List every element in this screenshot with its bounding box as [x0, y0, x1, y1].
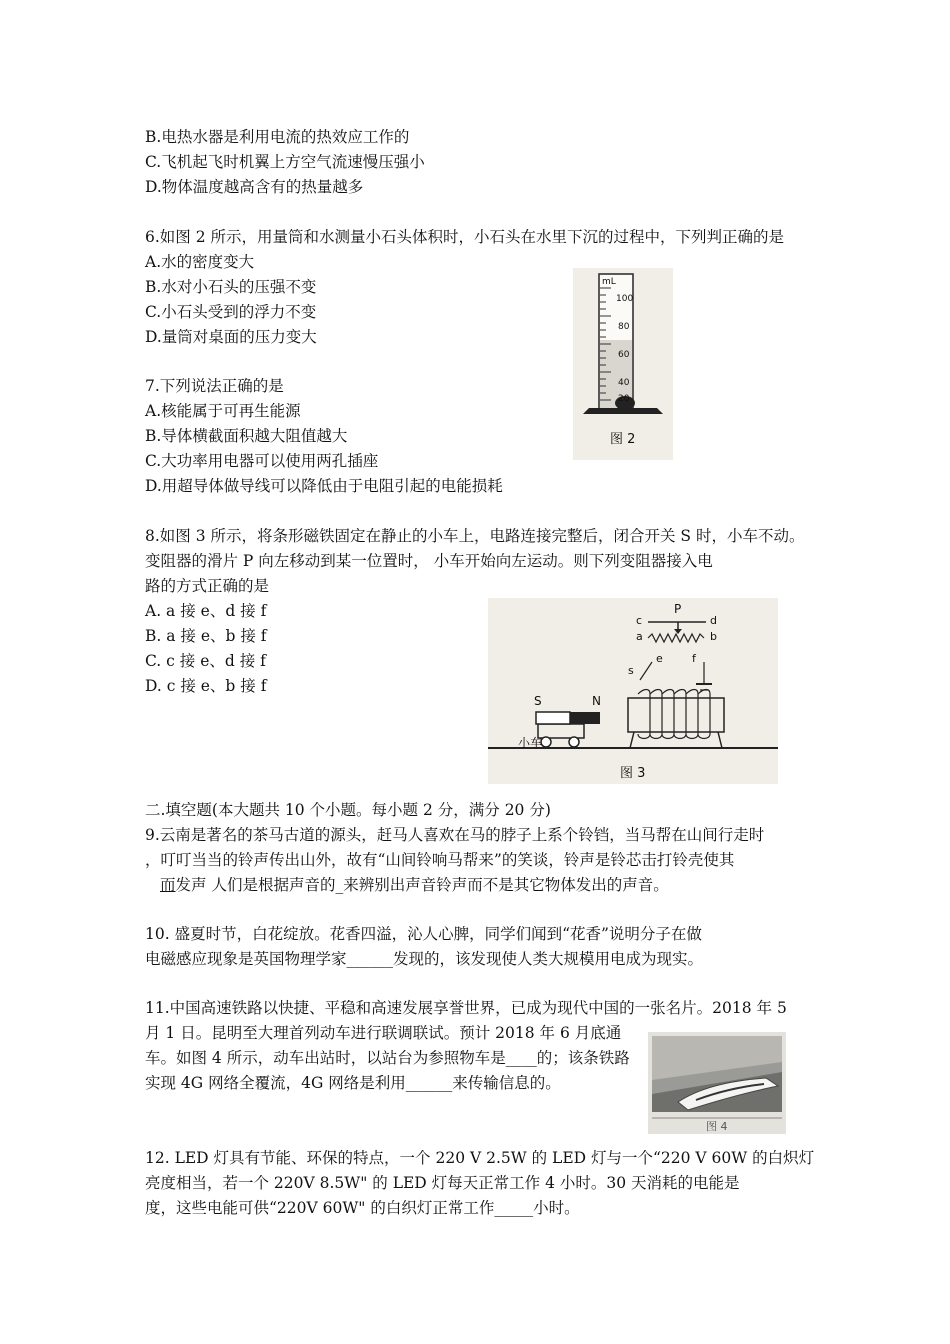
rheostat-slider-p: P: [674, 602, 682, 616]
q6-option-d: D.量筒对桌面的压力变大: [145, 328, 317, 346]
q12-line-3-post: 小时。: [533, 1199, 580, 1217]
section-2-title: 二.填空题(本大题共 10 个小题。每小题 2 分，满分 20 分): [145, 801, 551, 819]
q9-line-2: ，叮叮当当的铃声传出山外，故有“山间铃响马帮来”的笑谈，铃声是铃芯击打铃壳使其: [145, 851, 735, 869]
q7-option-a: A.核能属于可再生能源: [145, 402, 301, 420]
q6-option-a: A.水的密度变大: [145, 253, 255, 271]
q11-line-3: [145, 1048, 630, 1068]
figure-2-tick-60: 60: [618, 350, 630, 360]
q11-line-2: 月 1 日。昆明至大理首列动车进行联调联试。预计 2018 年 6 月底通: [145, 1024, 622, 1042]
terminal-b: b: [710, 630, 717, 643]
q11-line-4: [145, 1073, 561, 1093]
q8-option-c: C. c 接 e、d 接 f: [145, 652, 266, 670]
q8-stem-line-2: 变阻器的滑片 P 向左移动到某一位置时， 小车开始向左运动。则下列变阻器接入电: [145, 552, 713, 570]
magnet-pole-s: S: [534, 694, 542, 708]
q11-line-3-post: 的；该条铁路: [536, 1049, 630, 1067]
q8-option-a: A. a 接 e、d 接 f: [145, 602, 267, 620]
q7-option-d: D.用超导体做导线可以降低由于电阻引起的电能损耗: [145, 477, 503, 495]
figure-2-tick-100: 100: [616, 294, 634, 304]
q10-line-2: [145, 949, 703, 969]
q9-line-3: [160, 875, 669, 895]
figure-3-circuit: [488, 598, 778, 784]
figure-2-unit: mL: [602, 277, 616, 287]
q9-line-1: 9.云南是著名的茶马古道的源头，赶马人喜欢在马的脖子上系个铃铛，当马帮在山间行走时: [145, 826, 765, 844]
q9-line-3-text: 发声 人们是根据声音的_来辨别出声音铃声而不是其它物体发出的声音。: [175, 876, 669, 894]
figure-2-caption: 图 2: [610, 432, 636, 447]
q7-option-b: B.导体横截面积越大阻值越大: [145, 427, 348, 445]
q8-stem-line-3: 路的方式正确的是: [145, 577, 270, 595]
q11-line-1: 11.中国高速铁路以快捷、平稳和高速发展享誉世界，已成为现代中国的一张名片。2018 年 5: [145, 999, 787, 1017]
q10-line-2-post: 发现的，该发现使人类大规模用电成为现实。: [393, 950, 704, 968]
figure-4-train-photo: [648, 1032, 786, 1134]
q7-stem: 7.下列说法正确的是: [145, 377, 284, 395]
terminal-c: c: [636, 614, 643, 627]
q11-blank-2: ______: [405, 1074, 453, 1092]
q6-stem: 6.如图 2 所示，用量筒和水测量小石头体积时，小石头在水里下沉的过程中，下列判正确的是: [145, 228, 785, 246]
q10-line-1: 10. 盛夏时节，白花绽放。花香四溢，沁人心脾，同学们闻到“花香”说明分子在做: [145, 925, 702, 943]
magnet-pole-n: N: [592, 694, 601, 708]
q8-option-d: D. c 接 e、b 接 f: [145, 677, 267, 695]
q12-blank: _____: [494, 1199, 534, 1217]
q11-line-3-pre: 车。如图 4 所示，动车出站时，以站台为参照物车是: [145, 1049, 506, 1067]
figure-2-tick-40: 40: [618, 378, 630, 388]
figure-4-caption: 图 4: [706, 1120, 728, 1133]
terminal-f: f: [692, 652, 696, 665]
q12-line-2: 亮度相当，若一个 220V 8.5W" 的 LED 灯每天正常工作 4 小时。30 天消耗的电能是: [145, 1174, 740, 1192]
terminal-e: e: [656, 652, 663, 665]
q10-blank: ______: [346, 950, 394, 968]
q8-stem-line-1: 8.如图 3 所示，将条形磁铁固定在静止的小车上，电路连接完整后，闭合开关 S 时，小车不动。: [145, 527, 805, 545]
terminal-d: d: [710, 614, 717, 627]
q5-option-d: D.物体温度越高含有的热量越多: [145, 178, 364, 196]
q12-line-3-pre: 度，这些电能可供“220V 60W" 的白织灯正常工作: [145, 1199, 495, 1217]
cart-label: 小车: [518, 736, 543, 750]
q11-blank-1: ____: [505, 1049, 537, 1067]
q7-option-c: C.大功率用电器可以使用两孔插座: [145, 452, 379, 470]
q5-option-b: B.电热水器是利用电流的热效应工作的: [145, 128, 410, 146]
switch-s: s: [628, 664, 634, 677]
q11-line-4-pre: 实现 4G 网络全覆流，4G 网络是利用: [145, 1074, 406, 1092]
q9-underlined-word: 而: [160, 876, 176, 894]
q11-line-4-post: 来传输信息的。: [452, 1074, 561, 1092]
q10-line-2-pre: 电磁感应现象是英国物理学家: [145, 950, 347, 968]
q6-option-c: C.小石头受到的浮力不变: [145, 303, 317, 321]
q6-option-b: B.水对小石头的压强不变: [145, 278, 317, 296]
figure-2-tick-80: 80: [618, 322, 630, 332]
q8-option-b: B. a 接 e、b 接 f: [145, 627, 267, 645]
q5-option-c: C.飞机起飞时机翼上方空气流速慢压强小: [145, 153, 425, 171]
q12-line-3: [145, 1198, 580, 1218]
terminal-a: a: [636, 630, 643, 643]
figure-2-tick-20: 20: [618, 394, 630, 404]
figure-3-caption: 图 3: [620, 766, 646, 781]
q12-line-1: 12. LED 灯具有节能、环保的特点，一个 220 V 2.5W 的 LED 灯与一个“220 V 60W 的白炽灯: [145, 1149, 815, 1167]
figure-2-measuring-cylinder: [573, 268, 673, 460]
